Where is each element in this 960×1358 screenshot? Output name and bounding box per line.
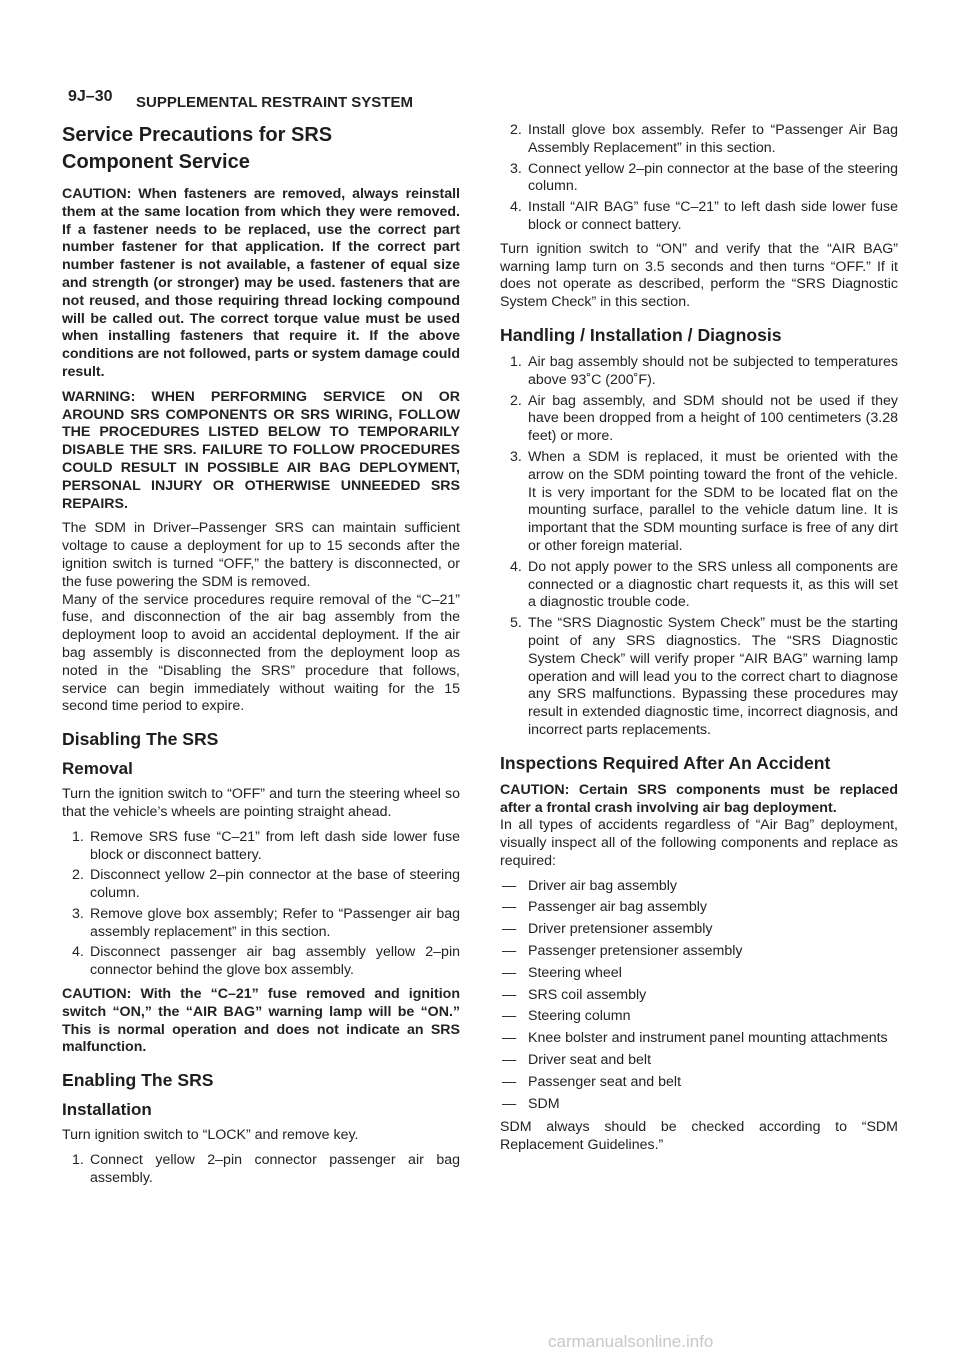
list-item: — Driver air bag assembly — [500, 878, 898, 896]
list-item: 1. Remove SRS fuse “C–21” from left dash side lower fuse block or disconnect battery. — [72, 828, 460, 863]
list-item: — Passenger pretensioner assembly — [500, 943, 898, 961]
list-item: — Steering column — [500, 1008, 898, 1026]
left-column — [62, 122, 460, 1194]
installation-steps — [62, 1152, 460, 1188]
list-item: 3. When a SDM is replaced, it must be oriented with the arrow on the SDM pointing toward the front of the vehicle. It is very important for the SDM to be located flat on the mounting surface, parallel to the vehicle datum line. It is important that the SDM mounting surface is free of any dirt or other foreign material. — [510, 448, 898, 554]
sdm-voltage-paragraph: The SDM in Driver–Passenger SRS can maintain sufficient voltage to cause a deployment for up to 15 seconds after the ignition switch is turned “OFF,” the battery is disconnected, or the fuse powering the SDM is removed. — [62, 520, 460, 590]
section-title: SUPPLEMENTAL RESTRAINT SYSTEM — [136, 94, 413, 111]
inspections-paragraph: In all types of accidents regardless of “Air Bag” deployment, visually inspect all of the following components and replace as required: — [500, 817, 898, 869]
list-item: 4. Disconnect passenger air bag assembly yellow 2–pin connector behind the glove box assembly. — [72, 944, 460, 979]
sdm-check-paragraph: SDM always should be checked according to “SDM Replacement Guidelines.” — [500, 1119, 898, 1154]
fuse-removal-paragraph: Many of the service procedures require removal of the “C–21” fuse, and disconnection of the air bag assembly from the deployment loop to avoid an accidental deployment. If the air bag assembly is disconnected from the deployment loop as noted in the “Disabling the SRS” procedure that follows, service can begin immediately without waiting for the 15 second time period to expire. — [62, 591, 460, 715]
caution-warning-lamp: CAUTION: With the “C–21” fuse removed and ignition switch “ON,” the “AIR BAG” warning lamp will be “ON.” This is normal operation and does not indicate an SRS malfunction. — [62, 986, 460, 1056]
installation-heading: Installation — [62, 1100, 152, 1120]
list-item: — SDM — [500, 1096, 898, 1114]
installation-steps-continued — [500, 122, 898, 235]
list-item: 3. Remove glove box assembly; Refer to “Passenger air bag assembly replacement” in this section. — [72, 905, 460, 940]
inspections-heading: Inspections Required After An Accident — [500, 752, 831, 773]
right-column — [500, 122, 898, 1162]
list-item: 5. The “SRS Diagnostic System Check” must be the starting point of any SRS diagnostics. The “SRS Diagnostic System Check” will verify proper “AIR BAG” warning lamp operation and will lead you to the correct chart to diagnose any SRS malfunctions. Bypassing these procedures may result in extended diagnostic time, incorrect diagnosis, and incorrect parts replacements. — [510, 615, 898, 738]
removal-steps — [62, 829, 460, 980]
caution-fasteners: CAUTION: When fasteners are removed, always reinstall them at the same location from which they were removed. If a fastener needs to be replaced, use the correct part number fastener for that application. If the correct part number fastener is not available, a fastener of equal size and strength (or stronger) may be used. fasteners that are not reused, and those requiring thread locking compound will be called out. The correct torque value must be used when installing fasteners that require it. If the above conditions are not followed, parts or system damage could result. — [62, 186, 460, 380]
list-item: 2. Air bag assembly, and SDM should not be used if they have been dropped from a height of 100 centimeters (3.28 feet) or more. — [510, 392, 898, 445]
page-title-line1: Service Precautions for SRS — [62, 124, 333, 146]
warning-disable-srs: WARNING: WHEN PERFORMING SERVICE ON OR AROUND SRS COMPONENTS OR SRS WIRING, FOLLOW THE PROCEDURES LISTED BELOW TO TEMPORARILY DISABLE THE SRS. FAILURE TO FOLLOW PROCEDURES COULD RESULT IN POSSIBLE AIR BAG DEPLOYMENT, PERSONAL INJURY OR OTHERWISE UNNEEDED SRS REPAIRS. — [62, 388, 460, 512]
page-code: 9J–30 — [68, 88, 113, 105]
list-item: — Passenger seat and belt — [500, 1074, 898, 1092]
page-title — [62, 122, 460, 176]
watermark-link[interactable]: carmanualsonline.info — [548, 1332, 714, 1351]
list-item: 4. Do not apply power to the SRS unless all components are connected or a diagnostic chart requests it, as this will set a diagnostic trouble code. — [510, 558, 898, 611]
disabling-heading: Disabling The SRS — [62, 729, 219, 750]
caution-frontal-crash: CAUTION: Certain SRS components must be replaced after a frontal crash involving air bag deployment. — [500, 781, 898, 816]
list-item: — Passenger air bag assembly — [500, 899, 898, 917]
list-item: 1. Air bag assembly should not be subjected to temperatures above 93˚C (200˚F). — [510, 353, 898, 388]
list-item: 4. Install “AIR BAG” fuse “C–21” to left dash side lower fuse block or connect battery. — [510, 199, 898, 233]
enabling-heading: Enabling The SRS — [62, 1070, 214, 1091]
page-title-line2: Component Service — [62, 151, 250, 173]
component-list — [500, 878, 898, 1114]
handling-steps — [500, 354, 898, 740]
list-item: — Driver pretensioner assembly — [500, 921, 898, 939]
removal-heading: Removal — [62, 759, 133, 779]
list-item: — Driver seat and belt — [500, 1052, 898, 1070]
removal-intro: Turn the ignition switch to “OFF” and turn the steering wheel so that the vehicle’s wheels are pointing straight ahead. — [62, 786, 460, 820]
list-item: 2. Install glove box assembly. Refer to “Passenger Air Bag Assembly Replacement” in this section. — [510, 122, 898, 156]
list-item: 3. Connect yellow 2–pin connector at the base of the steering column. — [510, 160, 898, 195]
installation-intro: Turn ignition switch to “LOCK” and remove key. — [62, 1127, 359, 1144]
list-item: 2. Disconnect yellow 2–pin connector at the base of steering column. — [72, 867, 460, 902]
list-item: — Knee bolster and instrument panel mounting attachments — [500, 1030, 898, 1048]
list-item: — Steering wheel — [500, 965, 898, 983]
handling-heading: Handling / Installation / Diagnosis — [500, 324, 782, 345]
ignition-verify-paragraph: Turn ignition switch to “ON” and verify that the “AIR BAG” warning lamp turn on 3.5 seconds and then turns “OFF.” If it does not operate as described, perform the “SRS Diagnostic System Check” in this section. — [500, 240, 898, 311]
list-item: 1. Connect yellow 2–pin connector passenger air bag assembly. — [72, 1152, 460, 1186]
list-item: — SRS coil assembly — [500, 987, 898, 1005]
